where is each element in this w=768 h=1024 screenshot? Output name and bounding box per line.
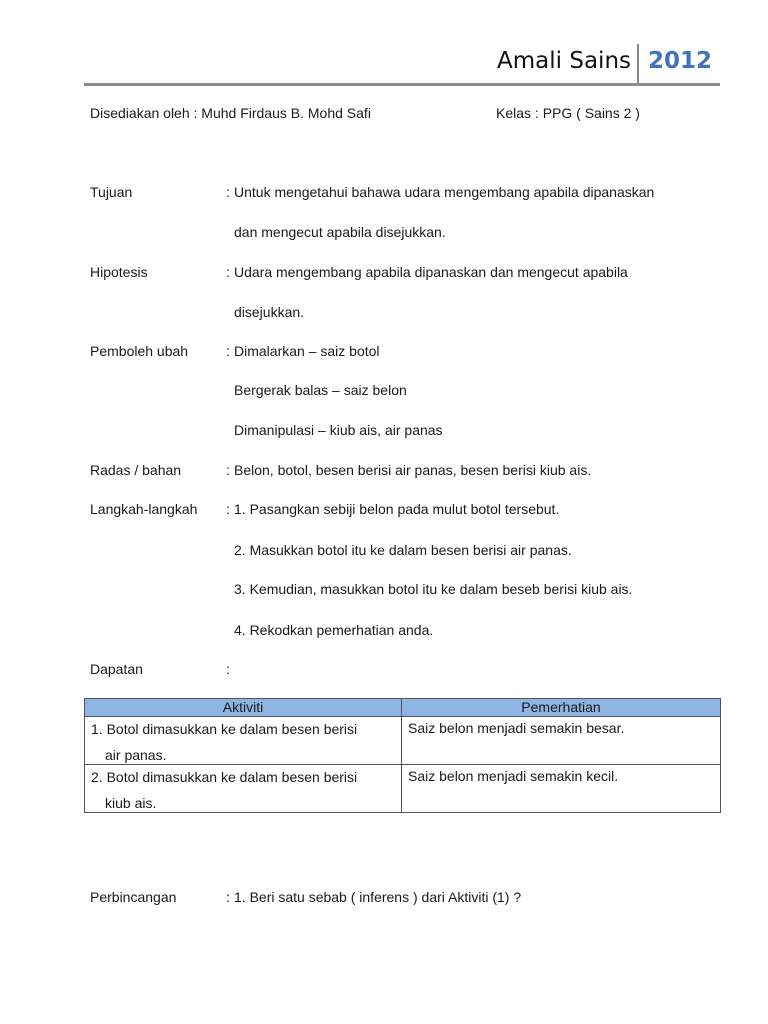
table-cell-aktiviti [85,717,402,765]
aktiviti-line-2: kiub ais. [105,795,157,811]
table-cell-pemerhatian: Saiz belon menjadi semakin kecil. [402,765,721,813]
radas-line-1: Belon, botol, besen berisi air panas, besen berisi kiub ais. [234,462,592,478]
aktiviti-line-1: 2. Botol dimasukkan ke dalam besen berisi [91,769,358,785]
perbincangan-colon: : [226,889,230,905]
langkah-colon: : [226,501,230,517]
table-row [85,765,721,813]
hipotesis-line-2: disejukkan. [234,304,305,320]
class-info: Kelas : PPG ( Sains 2 ) [496,105,640,121]
hipotesis-colon: : [226,264,230,280]
table-header-aktiviti: Aktiviti [85,699,402,717]
tujuan-line-2: dan mengecut apabila disejukkan. [234,224,446,240]
pemboleh-ubah-line-2: Bergerak balas – saiz belon [234,382,407,398]
pemboleh-ubah-colon: : [226,343,230,359]
table-cell-aktiviti [85,765,402,813]
table-cell-pemerhatian: Saiz belon menjadi semakin besar. [402,717,721,765]
header-rule [84,83,720,86]
langkah-step-2: 2. Masukkan botol itu ke dalam besen berisi air panas. [234,542,572,558]
langkah-label: Langkah-langkah [90,501,198,517]
dapatan-label: Dapatan [90,661,143,677]
langkah-step-3: 3. Kemudian, masukkan botol itu ke dalam beseb berisi kiub ais. [234,581,633,597]
tujuan-label: Tujuan [90,184,133,200]
prepared-by: Disediakan oleh : Muhd Firdaus B. Mohd Safi [90,105,371,121]
langkah-step-4: 4. Rekodkan pemerhatian anda. [234,622,434,638]
aktiviti-line-1: 1. Botol dimasukkan ke dalam besen berisi [91,721,358,737]
aktiviti-line-2: air panas. [105,747,167,763]
radas-label: Radas / bahan [90,462,182,478]
pemboleh-ubah-label: Pemboleh ubah [90,343,189,359]
header-title: Amali Sains [497,48,631,74]
tujuan-line-1: Untuk mengetahui bahawa udara mengembang apabila dipanaskan [234,184,655,200]
perbincangan-question-1: 1. Beri satu sebab ( inferens ) dari Aktiviti (1) ? [234,889,522,905]
tujuan-colon: : [226,184,230,200]
table-row [85,717,721,765]
header-separator [637,44,639,84]
dapatan-colon: : [226,661,230,677]
hipotesis-label: Hipotesis [90,264,148,280]
perbincangan-label: Perbincangan [90,889,177,905]
pemboleh-ubah-line-1: Dimalarkan – saiz botol [234,343,380,359]
pemboleh-ubah-line-3: Dimanipulasi – kiub ais, air panas [234,422,443,438]
results-table [84,698,721,813]
table-header-pemerhatian: Pemerhatian [402,699,721,717]
header-year: 2012 [648,48,713,74]
radas-colon: : [226,462,230,478]
langkah-step-1: 1. Pasangkan sebiji belon pada mulut botol tersebut. [234,501,560,517]
hipotesis-line-1: Udara mengembang apabila dipanaskan dan mengecut apabila [234,264,628,280]
table-header-row [85,699,721,717]
